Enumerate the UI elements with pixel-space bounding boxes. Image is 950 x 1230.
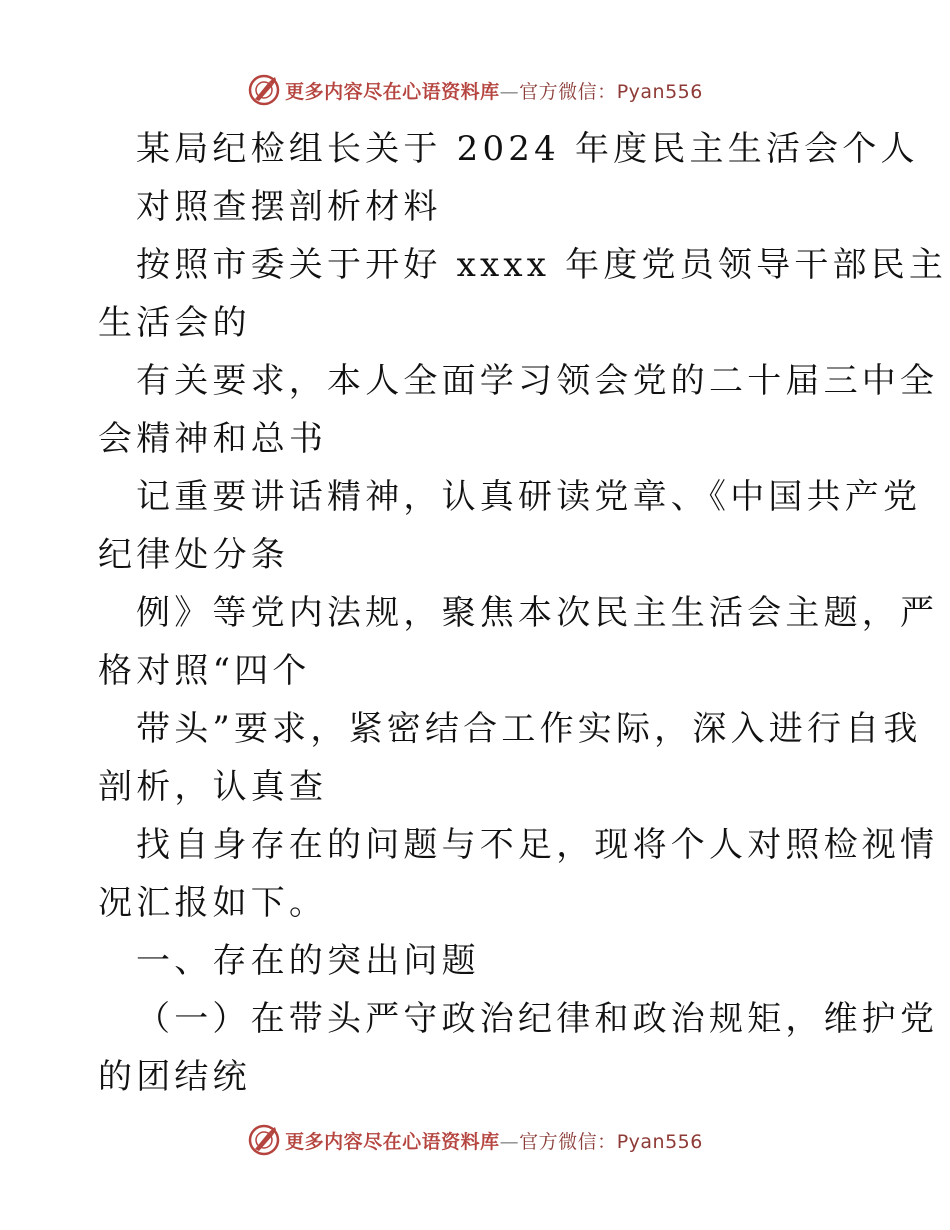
doc-subsection-heading: （一）在带头严守政治纪律和政治规矩，维护党 (136, 999, 939, 1039)
doc-paragraph-line: 带头”要求，紧密结合工作实际，深入进行自我 (136, 709, 922, 749)
watermark-text (285, 77, 703, 104)
watermark-main-text: 更多内容尽在心语资料库 (285, 1130, 500, 1153)
doc-paragraph-line: 有关要求，本人全面学习领会党的二十届三中全 (136, 361, 939, 401)
doc-section-heading: 一、存在的突出问题 (136, 941, 480, 981)
quill-circle-logo-icon (247, 1123, 281, 1157)
doc-title-line-1: 某局纪检组长关于 2024 年度民主生活会个人 (136, 129, 919, 169)
watermark-header (0, 70, 950, 110)
doc-paragraph-line: 况汇报如下。 (98, 883, 328, 923)
doc-paragraph-line: 格对照“四个 (98, 651, 311, 691)
doc-paragraph-line: 剖析，认真查 (98, 767, 328, 807)
watermark-contact-label: 官方微信： (519, 80, 617, 103)
watermark-footer (0, 1120, 950, 1160)
watermark-main-text: 更多内容尽在心语资料库 (285, 80, 500, 103)
doc-paragraph-line: 按照市委关于开好 xxxx 年度党员领导干部民主 (136, 245, 948, 285)
watermark-contact-id: Pyan556 (616, 80, 703, 103)
doc-paragraph-line: 会精神和总书 (98, 419, 328, 459)
doc-paragraph-line: 例》等党内法规，聚焦本次民主生活会主题，严 (136, 593, 939, 633)
doc-paragraph-line: 生活会的 (98, 303, 251, 343)
doc-paragraph-line: 的团结统 (98, 1057, 251, 1097)
watermark-contact-id: Pyan556 (616, 1130, 703, 1153)
document-body (98, 120, 948, 1106)
doc-title-line-2: 对照查摆剖析材料 (136, 187, 442, 227)
doc-paragraph-line: 找自身存在的问题与不足，现将个人对照检视情 (136, 825, 939, 865)
watermark-text (285, 1127, 703, 1154)
watermark-dash: — (499, 80, 520, 103)
watermark-dash: — (499, 1130, 520, 1153)
doc-paragraph-line: 纪律处分条 (98, 535, 289, 575)
watermark-contact-label: 官方微信： (519, 1130, 617, 1153)
quill-circle-logo-icon (247, 73, 281, 107)
doc-paragraph-line: 记重要讲话精神，认真研读党章、《中国共产党 (136, 477, 922, 517)
